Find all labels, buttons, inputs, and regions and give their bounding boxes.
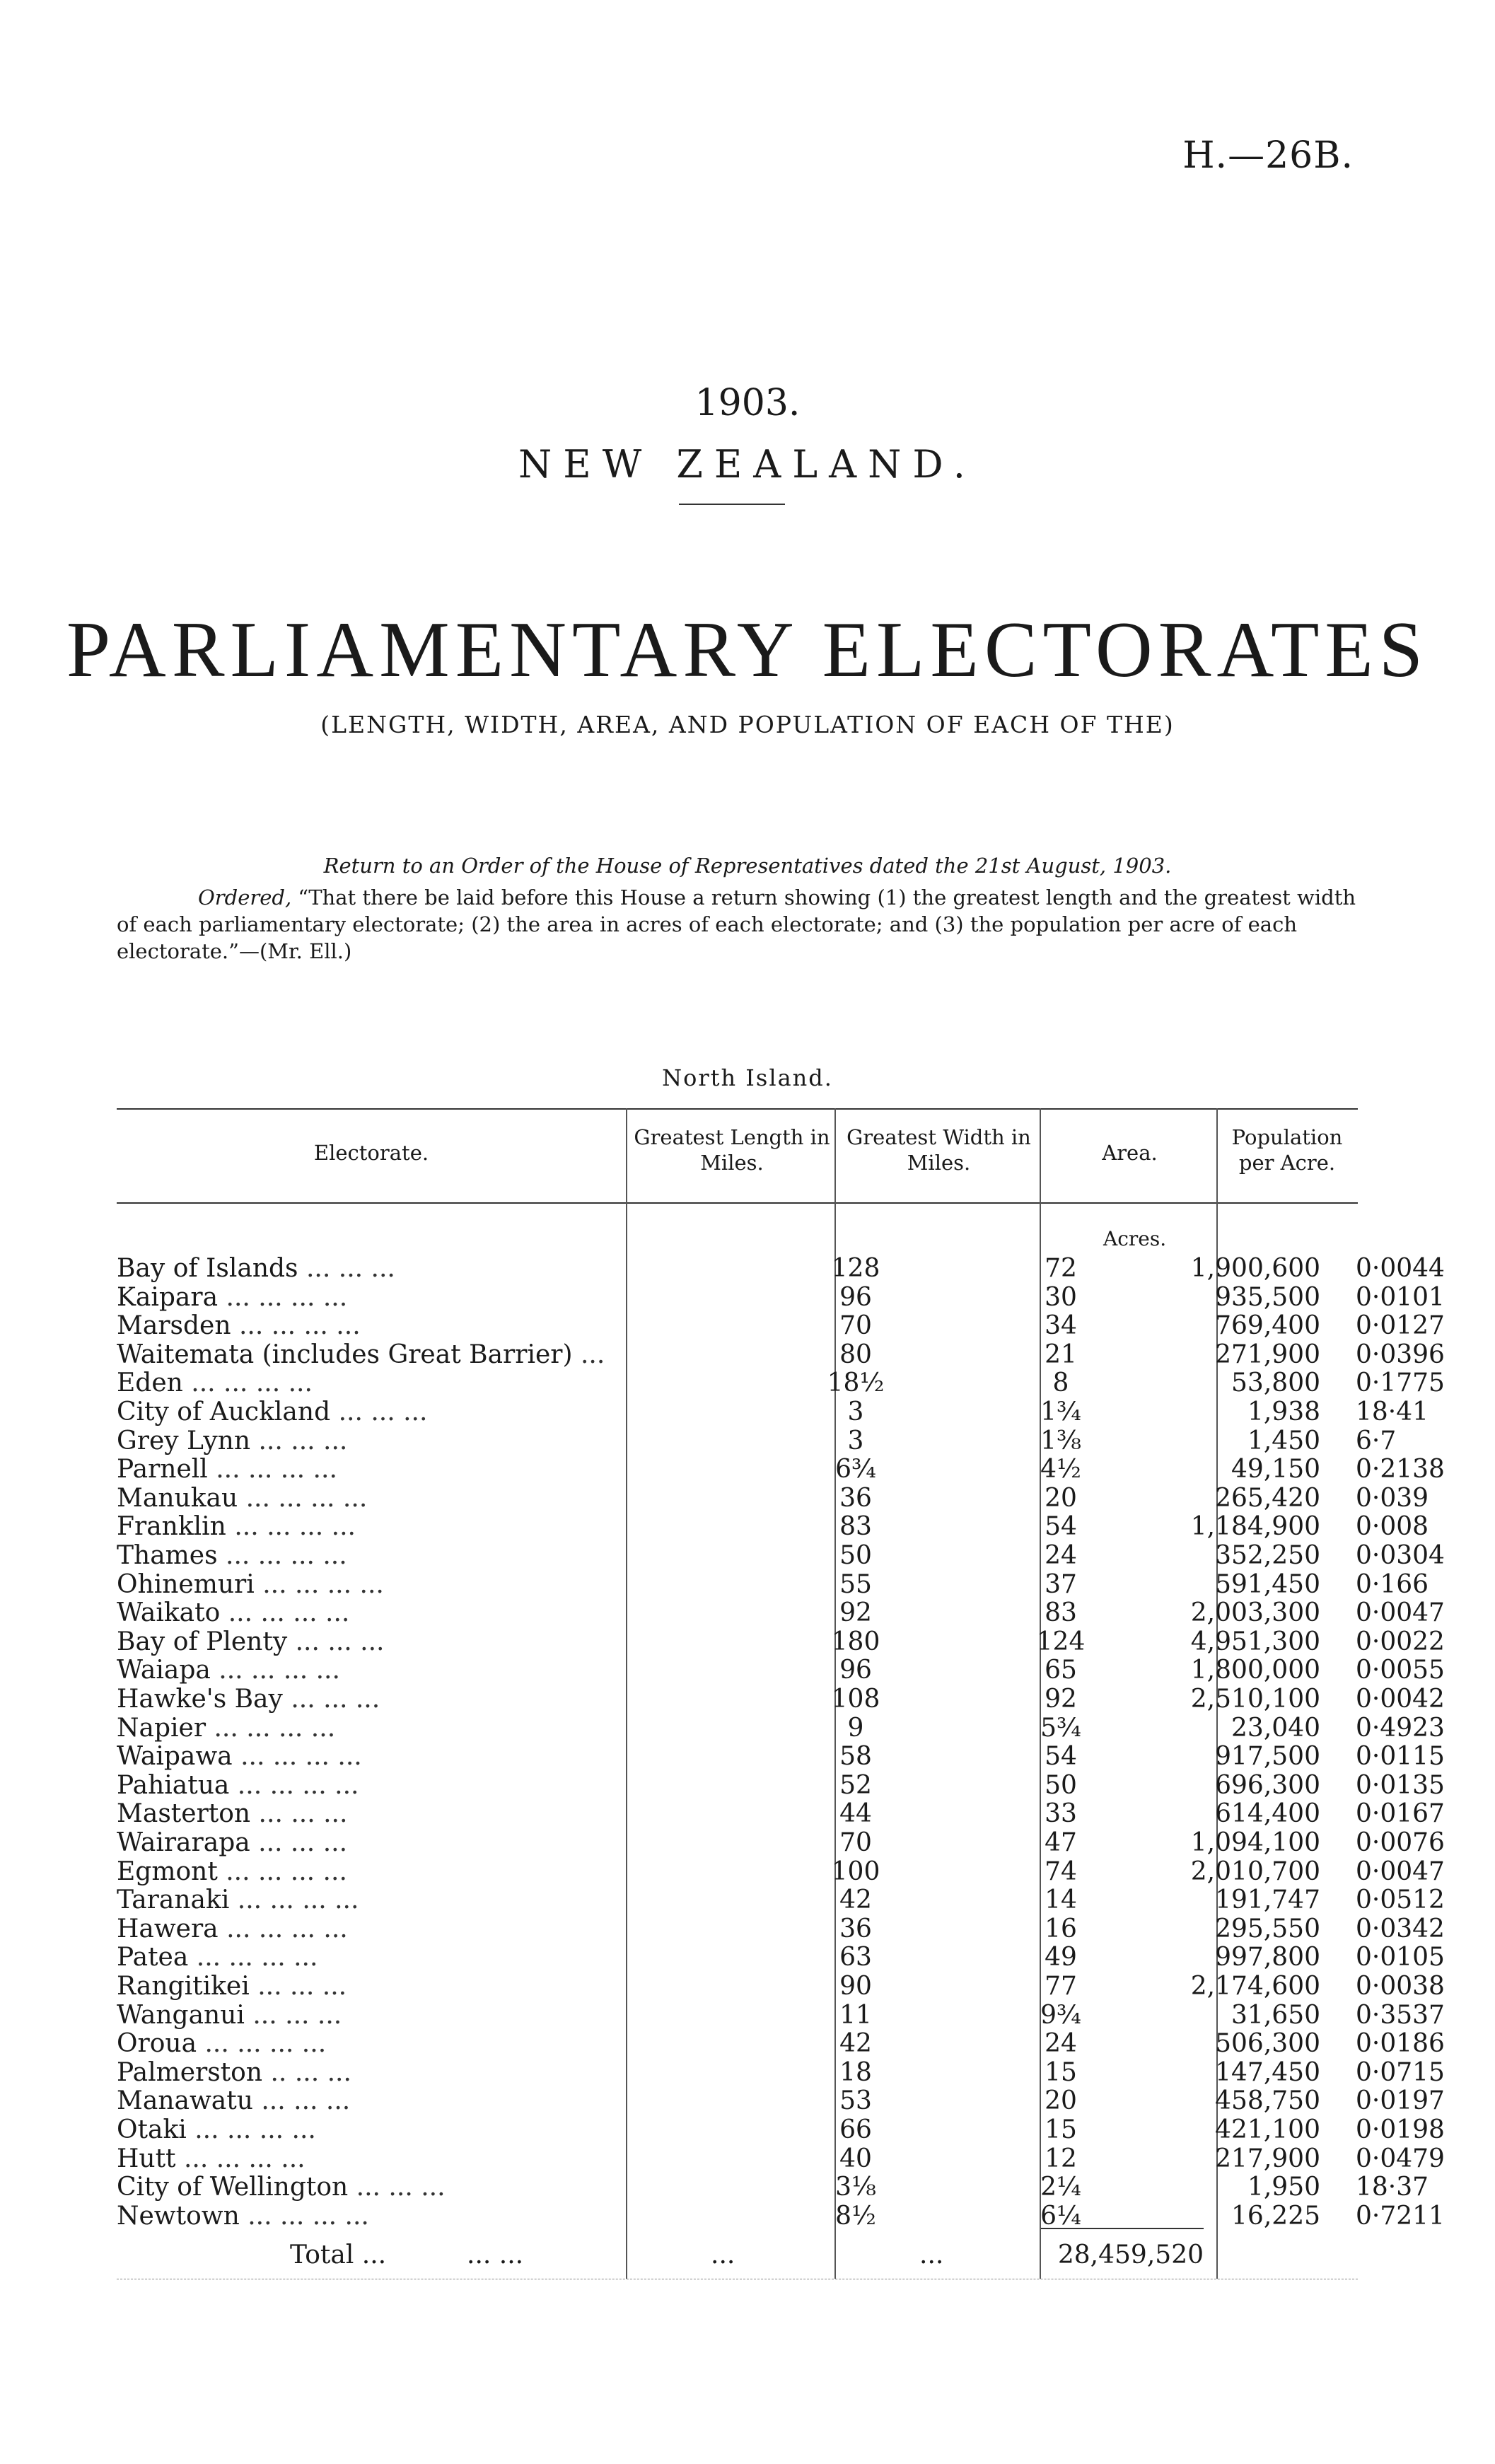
greatest-length: 63 bbox=[839, 1943, 872, 1972]
electorate-label: Bay of Plenty bbox=[117, 1627, 288, 1656]
population-per-acre: 0·0127 bbox=[1356, 1311, 1445, 1341]
population-per-acre: 0·0038 bbox=[1356, 1972, 1445, 2001]
electorate-label: Masterton bbox=[117, 1799, 251, 1829]
population-per-acre: 0·039 bbox=[1356, 1483, 1429, 1513]
table-row bbox=[117, 1426, 1397, 1455]
electorate-label: Franklin bbox=[117, 1512, 226, 1542]
greatest-length: 96 bbox=[839, 1282, 872, 1312]
leader-dots: ... ... ... bbox=[330, 1397, 428, 1426]
population-per-acre: 0·166 bbox=[1356, 1569, 1429, 1599]
greatest-length: 108 bbox=[831, 1685, 880, 1714]
table-row bbox=[117, 1828, 1445, 1857]
greatest-length: 3 bbox=[847, 1426, 864, 1455]
electorate-label: Ohinemuri bbox=[117, 1569, 255, 1599]
table-row bbox=[117, 1943, 1445, 1972]
area-acres: 191,747 bbox=[1215, 1885, 1320, 1915]
greatest-width: 8 bbox=[1052, 1368, 1069, 1398]
area-acres: 352,250 bbox=[1215, 1541, 1320, 1570]
electorate-name bbox=[117, 1914, 615, 1943]
table-row bbox=[117, 1713, 1445, 1743]
greatest-length: 92 bbox=[839, 1598, 872, 1628]
col-header-population: Population per Acre. bbox=[1231, 1125, 1343, 1175]
leader-dots: ... ... ... bbox=[282, 1685, 380, 1714]
table-row bbox=[117, 1569, 1429, 1599]
electorate-name bbox=[117, 1742, 615, 1771]
area-acres: 265,420 bbox=[1215, 1483, 1320, 1513]
greatest-width: 77 bbox=[1045, 1972, 1077, 2001]
area-acres: 591,450 bbox=[1215, 1569, 1320, 1599]
area-acres: 458,750 bbox=[1215, 2086, 1320, 2116]
electorate-name bbox=[117, 2029, 615, 2058]
table-top-rule bbox=[117, 1108, 1358, 1110]
greatest-width: 14 bbox=[1045, 1885, 1077, 1915]
population-per-acre: 0·0105 bbox=[1356, 1943, 1445, 1972]
population-per-acre: 0·4923 bbox=[1356, 1713, 1445, 1743]
leader-dots: ... ... ... ... bbox=[226, 1512, 356, 1542]
page-title: PARLIAMENTARY ELECTORATES bbox=[66, 606, 1429, 694]
greatest-length: 100 bbox=[831, 1856, 880, 1886]
population-per-acre: 0·0135 bbox=[1356, 1770, 1445, 1800]
table-row bbox=[117, 2115, 1445, 2144]
electorate-name bbox=[117, 1426, 615, 1455]
population-per-acre: 6·7 bbox=[1356, 1426, 1397, 1455]
population-per-acre: 0·0167 bbox=[1356, 1799, 1445, 1829]
electorate-name bbox=[117, 1885, 615, 1914]
electorate-name bbox=[117, 1397, 615, 1426]
population-per-acre: 0·0197 bbox=[1356, 2086, 1445, 2116]
leader-dots: ... ... ... ... bbox=[238, 1483, 368, 1513]
electorate-name bbox=[117, 1311, 615, 1340]
greatest-width: 9¾ bbox=[1040, 2000, 1081, 2030]
greatest-width: 83 bbox=[1045, 1598, 1077, 1628]
leader-dots: ... ... ... bbox=[348, 2173, 446, 2202]
table-row bbox=[117, 1972, 1445, 2001]
table-row bbox=[117, 1282, 1445, 1312]
greatest-length: 96 bbox=[839, 1656, 872, 1685]
greatest-length: 36 bbox=[839, 1914, 872, 1943]
greatest-length: 36 bbox=[839, 1483, 872, 1513]
area-acres: 4,951,300 bbox=[1190, 1627, 1320, 1656]
leader-dots: ... ... ... bbox=[298, 1254, 395, 1283]
electorate-name bbox=[117, 2144, 615, 2173]
electorate-name bbox=[117, 1943, 615, 1972]
leader-dots: ... ... ... bbox=[250, 1828, 348, 1857]
table-row bbox=[117, 1254, 1445, 1283]
electorate-label: Hawera bbox=[117, 1914, 219, 1943]
greatest-width: 20 bbox=[1045, 2086, 1077, 2116]
area-acres: 2,174,600 bbox=[1190, 1972, 1320, 2001]
population-per-acre: 0·0396 bbox=[1356, 1339, 1445, 1369]
greatest-width: 24 bbox=[1045, 2029, 1077, 2059]
greatest-length: 50 bbox=[839, 1541, 872, 1570]
table-row bbox=[117, 1885, 1445, 1915]
order-paragraph bbox=[117, 884, 1358, 965]
electorate-name bbox=[117, 1857, 615, 1886]
population-per-acre: 0·0342 bbox=[1356, 1914, 1445, 1943]
greatest-length: 70 bbox=[839, 1311, 872, 1341]
electorate-name bbox=[117, 2058, 615, 2087]
population-per-acre: 0·0022 bbox=[1356, 1627, 1445, 1656]
area-acres: 1,800,000 bbox=[1190, 1656, 1320, 1685]
greatest-width: 92 bbox=[1045, 1685, 1077, 1714]
total-width: ... bbox=[919, 2241, 944, 2270]
greatest-width: 15 bbox=[1045, 2057, 1077, 2087]
greatest-length: 42 bbox=[839, 2029, 872, 2059]
greatest-width: 1⅜ bbox=[1040, 1426, 1081, 1455]
area-acres: 917,500 bbox=[1215, 1742, 1320, 1772]
table-row bbox=[117, 1856, 1445, 1886]
greatest-length: 6¾ bbox=[835, 1455, 876, 1484]
area-acres: 1,900,600 bbox=[1190, 1254, 1320, 1283]
electorate-label: Marsden bbox=[117, 1311, 231, 1341]
section-heading: North Island. bbox=[662, 1064, 833, 1091]
greatest-width: 65 bbox=[1045, 1656, 1077, 1685]
divider bbox=[679, 504, 785, 505]
leader-dots: ... ... ... ... bbox=[229, 1885, 359, 1915]
electorate-name bbox=[117, 1714, 615, 1743]
population-per-acre: 0·0715 bbox=[1356, 2057, 1445, 2087]
leader-dots: ... ... ... ... bbox=[188, 1943, 318, 1972]
greatest-width: 2¼ bbox=[1040, 2173, 1081, 2202]
area-acres: 935,500 bbox=[1215, 1282, 1320, 1312]
leader-dots: ... ... ... ... bbox=[206, 1713, 336, 1743]
greatest-length: 3⅛ bbox=[835, 2173, 876, 2202]
total-leader-dots: ... ... bbox=[467, 2241, 524, 2270]
electorate-label: Rangitikei bbox=[117, 1972, 250, 2001]
greatest-width: 33 bbox=[1045, 1799, 1077, 1829]
table-row bbox=[117, 1598, 1445, 1628]
table-row bbox=[117, 1512, 1429, 1542]
table-row bbox=[117, 1455, 1445, 1484]
electorate-name bbox=[117, 1455, 615, 1484]
table-row bbox=[117, 1742, 1445, 1772]
electorate-label: City of Auckland bbox=[117, 1397, 331, 1426]
leader-dots: ... ... ... ... bbox=[229, 1770, 359, 1800]
electorate-name bbox=[117, 2173, 615, 2202]
leader-dots: ... ... ... bbox=[252, 2086, 351, 2116]
greatest-length: 18½ bbox=[827, 1368, 885, 1398]
electorate-label: Grey Lynn bbox=[117, 1426, 251, 1455]
table-row bbox=[117, 2144, 1445, 2173]
table-row bbox=[117, 2000, 1445, 2030]
electorate-name bbox=[117, 1656, 615, 1685]
total-length: ... bbox=[711, 2241, 735, 2270]
area-acres: 2,510,100 bbox=[1190, 1685, 1320, 1714]
table-row bbox=[117, 1541, 1445, 1570]
population-per-acre: 0·2138 bbox=[1356, 1455, 1445, 1484]
greatest-width: 54 bbox=[1045, 1742, 1077, 1772]
greatest-length: 3 bbox=[847, 1397, 864, 1426]
population-per-acre: 0·0304 bbox=[1356, 1541, 1445, 1570]
area-acres: 31,650 bbox=[1231, 2000, 1320, 2030]
electorate-label: Waipawa bbox=[117, 1742, 233, 1772]
table-row bbox=[117, 1685, 1445, 1714]
leader-dots: ... ... ... ... bbox=[182, 1368, 313, 1398]
electorate-label: Parnell bbox=[117, 1455, 208, 1484]
electorate-label: Kaipara bbox=[117, 1282, 219, 1312]
table-row bbox=[117, 1311, 1445, 1341]
table-row bbox=[117, 1914, 1445, 1943]
greatest-width: 4½ bbox=[1040, 1455, 1081, 1484]
greatest-length: 52 bbox=[839, 1770, 872, 1800]
greatest-length: 55 bbox=[839, 1569, 872, 1599]
total-label: Total ... bbox=[290, 2241, 387, 2270]
table-row bbox=[117, 2086, 1445, 2116]
greatest-width: 72 bbox=[1045, 1254, 1077, 1283]
greatest-length: 40 bbox=[839, 2144, 872, 2173]
leader-dots: ... ... ... ... bbox=[210, 1656, 340, 1685]
greatest-length: 90 bbox=[839, 1972, 872, 2001]
electorate-label: Palmerston bbox=[117, 2057, 263, 2087]
electorate-label: Hutt bbox=[117, 2144, 176, 2173]
leader-dots: ... ... ... bbox=[250, 1799, 348, 1829]
area-acres: 16,225 bbox=[1231, 2201, 1320, 2231]
electorate-label: Newtown bbox=[117, 2201, 240, 2231]
population-per-acre: 0·7211 bbox=[1356, 2201, 1445, 2231]
population-per-acre: 0·1775 bbox=[1356, 1368, 1445, 1398]
leader-dots: ... ... ... ... bbox=[186, 2115, 316, 2144]
electorate-label: Hawke's Bay bbox=[117, 1685, 283, 1714]
electorate-name bbox=[117, 2086, 615, 2115]
total-area: 28,459,520 bbox=[1057, 2241, 1204, 2270]
electorate-name bbox=[117, 1340, 615, 1369]
leader-dots: ... ... ... bbox=[249, 1972, 347, 2001]
greatest-length: 42 bbox=[839, 1885, 872, 1915]
population-per-acre: 0·0076 bbox=[1356, 1828, 1445, 1857]
electorate-name bbox=[117, 1828, 615, 1857]
leader-dots: ... ... ... ... bbox=[218, 1282, 348, 1312]
area-acres: 295,550 bbox=[1215, 1914, 1320, 1943]
electorate-name bbox=[117, 1972, 615, 2001]
col-header-length: Greatest Length in Miles. bbox=[634, 1125, 830, 1175]
greatest-width: 47 bbox=[1045, 1828, 1077, 1857]
table-row bbox=[117, 2201, 1445, 2231]
greatest-width: 21 bbox=[1045, 1339, 1077, 1369]
electorate-label: Pahiatua bbox=[117, 1770, 230, 1800]
ordered-word: Ordered, bbox=[198, 885, 292, 910]
table-header-rule bbox=[117, 1202, 1358, 1204]
greatest-width: 54 bbox=[1045, 1512, 1077, 1542]
leader-dots: ... ... ... ... bbox=[217, 1541, 347, 1570]
greatest-width: 20 bbox=[1045, 1483, 1077, 1513]
leader-dots: .. ... ... bbox=[262, 2057, 351, 2087]
year: 1903. bbox=[694, 382, 801, 424]
table-row bbox=[117, 1339, 1445, 1369]
document-reference: H.—26B. bbox=[1182, 134, 1354, 177]
order-text: “That there be laid before this House a return showing (1) the greatest length and the greatest width of each parliamentary electorate; (2) the area in acres of each electorate; and (3) the population per acre of each electorate.”—(Mr. Ell.) bbox=[117, 885, 1356, 963]
area-acres: 2,010,700 bbox=[1190, 1856, 1320, 1886]
population-per-acre: 0·0115 bbox=[1356, 1742, 1445, 1772]
greatest-width: 5¾ bbox=[1040, 1713, 1081, 1743]
population-per-acre: 0·3537 bbox=[1356, 2000, 1445, 2030]
electorate-label: Otaki bbox=[117, 2115, 187, 2144]
population-per-acre: 0·0186 bbox=[1356, 2029, 1445, 2059]
electorate-label: Wairarapa bbox=[117, 1828, 250, 1857]
electorate-name bbox=[117, 1368, 615, 1397]
greatest-length: 44 bbox=[839, 1799, 872, 1829]
greatest-length: 128 bbox=[831, 1254, 880, 1283]
population-per-acre: 0·0044 bbox=[1356, 1254, 1445, 1283]
leader-dots: ... ... ... bbox=[287, 1627, 385, 1656]
electorate-name bbox=[117, 1254, 615, 1283]
table-row bbox=[117, 1397, 1429, 1426]
greatest-width: 1¾ bbox=[1040, 1397, 1081, 1426]
col-header-width: Greatest Width in Miles. bbox=[847, 1125, 1031, 1175]
electorate-name bbox=[117, 1799, 615, 1828]
area-acres: 217,900 bbox=[1215, 2144, 1320, 2173]
electorate-label: Thames bbox=[117, 1541, 218, 1570]
area-acres: 1,938 bbox=[1247, 1397, 1320, 1426]
area-acres: 271,900 bbox=[1215, 1339, 1320, 1369]
greatest-length: 8½ bbox=[835, 2201, 876, 2231]
population-per-acre: 0·0055 bbox=[1356, 1656, 1445, 1685]
leader-dots: ... ... ... bbox=[250, 1426, 348, 1455]
electorate-name bbox=[117, 2202, 615, 2231]
electorate-label: Taranaki bbox=[117, 1885, 230, 1915]
greatest-width: 74 bbox=[1045, 1856, 1077, 1886]
electorate-label: Waitemata (includes Great Barrier) bbox=[117, 1339, 573, 1369]
electorate-name bbox=[117, 1541, 615, 1570]
electorate-name bbox=[117, 1512, 615, 1541]
greatest-width: 124 bbox=[1036, 1627, 1086, 1656]
col-header-area: Area. bbox=[1102, 1141, 1158, 1165]
greatest-width: 34 bbox=[1045, 1311, 1077, 1341]
leader-dots: ... ... ... ... bbox=[218, 1914, 348, 1943]
table-row bbox=[117, 1627, 1445, 1656]
country: NEW ZEALAND. bbox=[518, 442, 977, 487]
leader-dots: ... ... ... ... bbox=[220, 1598, 350, 1628]
table-row bbox=[117, 2057, 1445, 2087]
electorate-label: Napier bbox=[117, 1713, 206, 1743]
greatest-length: 9 bbox=[847, 1713, 864, 1743]
greatest-width: 37 bbox=[1045, 1569, 1077, 1599]
table-row bbox=[117, 2173, 1429, 2202]
area-acres: 23,040 bbox=[1231, 1713, 1320, 1743]
col-header-electorate: Electorate. bbox=[313, 1141, 429, 1165]
electorate-label: Patea bbox=[117, 1943, 189, 1972]
electorate-label: Egmont bbox=[117, 1856, 218, 1886]
electorate-label: City of Wellington bbox=[117, 2173, 349, 2202]
greatest-width: 49 bbox=[1045, 1943, 1077, 1972]
electorate-label: Manukau bbox=[117, 1483, 238, 1513]
greatest-width: 16 bbox=[1045, 1914, 1077, 1943]
electorate-name bbox=[117, 2115, 615, 2144]
greatest-length: 70 bbox=[839, 1828, 872, 1857]
electorate-name bbox=[117, 1771, 615, 1800]
leader-dots: ... ... ... ... bbox=[217, 1856, 347, 1886]
greatest-width: 12 bbox=[1045, 2144, 1077, 2173]
leader-dots: ... ... ... ... bbox=[254, 1569, 384, 1599]
electorate-name bbox=[117, 1627, 615, 1656]
area-acres: 614,400 bbox=[1215, 1799, 1320, 1829]
population-per-acre: 0·0479 bbox=[1356, 2144, 1445, 2173]
area-acres: 506,300 bbox=[1215, 2029, 1320, 2059]
electorate-label: Bay of Islands bbox=[117, 1254, 298, 1283]
leader-dots: ... ... ... bbox=[244, 2000, 342, 2030]
electorate-label: Eden bbox=[117, 1368, 183, 1398]
area-acres: 696,300 bbox=[1215, 1770, 1320, 1800]
leader-dots: ... ... ... ... bbox=[239, 2201, 369, 2231]
area-unit-label: Acres. bbox=[1103, 1227, 1167, 1250]
electorate-name bbox=[117, 2001, 615, 2030]
area-acres: 1,950 bbox=[1247, 2173, 1320, 2202]
electorate-name bbox=[117, 1685, 615, 1714]
greatest-width: 15 bbox=[1045, 2115, 1077, 2144]
area-acres: 147,450 bbox=[1215, 2057, 1320, 2087]
greatest-width: 50 bbox=[1045, 1770, 1077, 1800]
electorate-name bbox=[117, 1283, 615, 1312]
greatest-length: 18 bbox=[839, 2057, 872, 2087]
population-per-acre: 0·008 bbox=[1356, 1512, 1429, 1542]
electorate-label: Oroua bbox=[117, 2029, 197, 2059]
area-acres: 2,003,300 bbox=[1190, 1598, 1320, 1628]
leader-dots: ... bbox=[572, 1339, 605, 1369]
area-acres: 1,450 bbox=[1247, 1426, 1320, 1455]
population-per-acre: 0·0047 bbox=[1356, 1598, 1445, 1628]
table-row bbox=[117, 1368, 1445, 1398]
greatest-width: 6¼ bbox=[1040, 2201, 1081, 2231]
electorate-name bbox=[117, 1598, 615, 1627]
table-row bbox=[117, 1799, 1445, 1829]
area-acres: 769,400 bbox=[1215, 1311, 1320, 1341]
greatest-width: 30 bbox=[1045, 1282, 1077, 1312]
area-acres: 1,184,900 bbox=[1190, 1512, 1320, 1542]
table-row bbox=[117, 2029, 1445, 2059]
greatest-length: 11 bbox=[839, 2000, 872, 2030]
area-acres: 421,100 bbox=[1215, 2115, 1320, 2144]
population-per-acre: 0·0198 bbox=[1356, 2115, 1445, 2144]
population-per-acre: 0·0042 bbox=[1356, 1685, 1445, 1714]
greatest-length: 53 bbox=[839, 2086, 872, 2116]
electorate-label: Waiapa bbox=[117, 1656, 211, 1685]
population-per-acre: 0·0101 bbox=[1356, 1282, 1445, 1312]
electorate-name bbox=[117, 1484, 615, 1513]
greatest-length: 66 bbox=[839, 2115, 872, 2144]
electorate-name bbox=[117, 1570, 615, 1599]
area-acres: 53,800 bbox=[1231, 1368, 1320, 1398]
population-per-acre: 18·37 bbox=[1356, 2173, 1429, 2202]
population-per-acre: 18·41 bbox=[1356, 1397, 1429, 1426]
greatest-length: 80 bbox=[839, 1339, 872, 1369]
table-row bbox=[117, 1483, 1429, 1513]
greatest-width: 24 bbox=[1045, 1541, 1077, 1570]
area-acres: 49,150 bbox=[1231, 1455, 1320, 1484]
leader-dots: ... ... ... ... bbox=[231, 1311, 361, 1341]
area-acres: 997,800 bbox=[1215, 1943, 1320, 1972]
leader-dots: ... ... ... ... bbox=[232, 1742, 362, 1772]
area-acres: 1,094,100 bbox=[1190, 1828, 1320, 1857]
leader-dots: ... ... ... ... bbox=[207, 1455, 337, 1484]
greatest-length: 58 bbox=[839, 1742, 872, 1772]
electorate-label: Wanganui bbox=[117, 2000, 245, 2030]
page-subtitle: (LENGTH, WIDTH, AREA, AND POPULATION OF EACH OF THE) bbox=[320, 711, 1175, 738]
table-row bbox=[117, 1656, 1445, 1685]
greatest-length: 83 bbox=[839, 1512, 872, 1542]
leader-dots: ... ... ... ... bbox=[197, 2029, 327, 2059]
leader-dots: ... ... ... ... bbox=[175, 2144, 306, 2173]
return-order-line: Return to an Order of the House of Representatives dated the 21st August, 1903. bbox=[323, 854, 1172, 878]
electorate-label: Manawatu bbox=[117, 2086, 253, 2116]
table-row bbox=[117, 1770, 1445, 1800]
electorate-label: Waikato bbox=[117, 1598, 221, 1628]
population-per-acre: 0·0512 bbox=[1356, 1885, 1445, 1915]
greatest-length: 180 bbox=[831, 1627, 880, 1656]
population-per-acre: 0·0047 bbox=[1356, 1856, 1445, 1886]
